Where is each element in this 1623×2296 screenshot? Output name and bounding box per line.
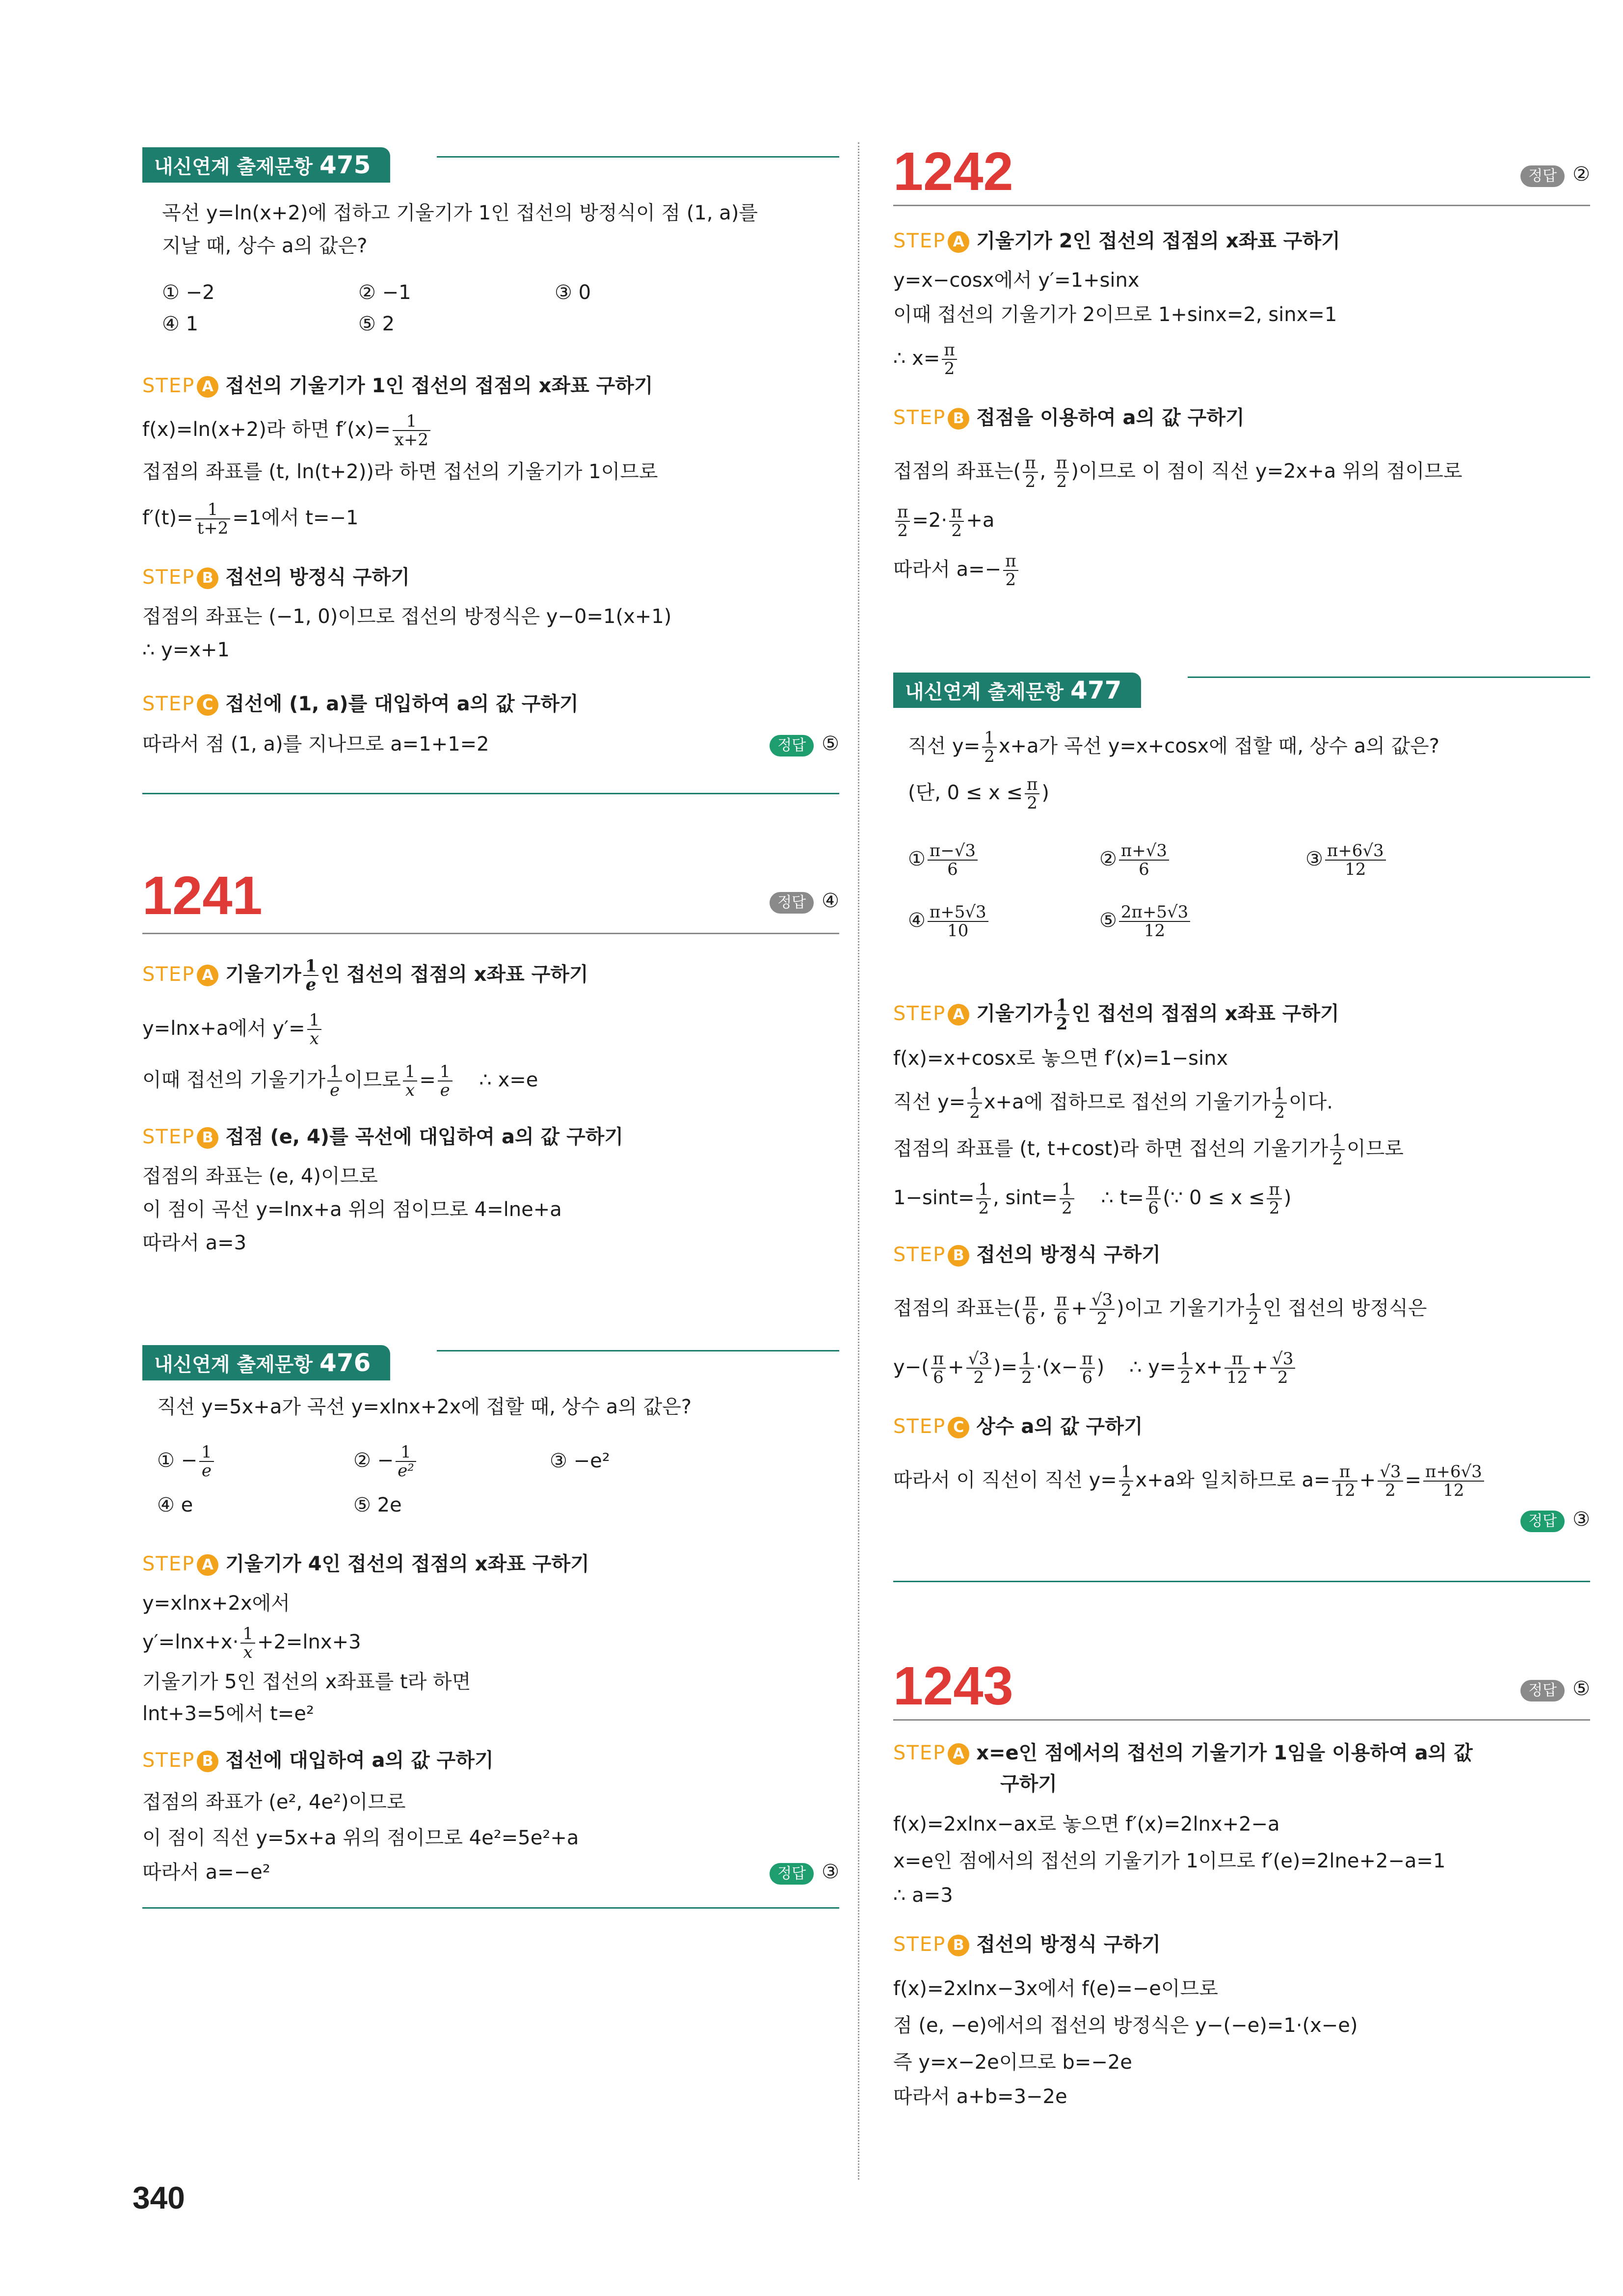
header-rule bbox=[893, 1719, 1590, 1721]
solution-line: 접점의 좌표를 (t, t+cost)라 하면 접선의 기울기가 $\frac{1}{2}$ 이므로 bbox=[893, 1131, 1404, 1169]
step-c-heading: STEP C 상수 a의 값 구하기 bbox=[893, 1415, 1143, 1438]
badge-rule bbox=[437, 1350, 839, 1351]
question-line: 직선 y=5x+a가 곡선 y=xlnx+2x에 접할 때, 상수 a의 값은? bbox=[157, 1396, 692, 1418]
solution-line: 이 점이 곡선 y=lnx+a 위의 점이므로 4=lne+a bbox=[142, 1198, 562, 1221]
solution-line: 직선 y= $\frac{1}{2}$ x+a에 접하므로 접선의 기울기가 $\frac{1}{2}$ 이다. bbox=[893, 1084, 1333, 1122]
option-3: ③ $\frac{\pi+6√3}{12}$ bbox=[1305, 842, 1388, 878]
solution-line: y′=lnx+x· $\frac{1}{x}$ +2=lnx+3 bbox=[142, 1624, 361, 1662]
option-1: ① $\frac{\pi-√3}{6}$ bbox=[908, 842, 980, 878]
option-4: ④ $\frac{\pi+5√3}{10}$ bbox=[908, 903, 990, 940]
problem-number: 1241 bbox=[142, 865, 263, 926]
solution-line: f′(t)= $\frac{1}{t+2}$ =1에서 t=−1 bbox=[142, 500, 359, 538]
solution-line: 접점의 좌표는( $\frac{\pi}{2}$ , $\frac{\pi}{2}$ )이므로 이 점이 직선 y=2x+a 위의 점이므로 bbox=[893, 453, 1463, 491]
badge-rule bbox=[437, 156, 839, 158]
solution-line: 따라서 a+b=3−2e bbox=[893, 2085, 1067, 2108]
step-a-heading-cont: 구하기 bbox=[1000, 1773, 1057, 1795]
problem-number: 1242 bbox=[893, 141, 1013, 202]
solution-line: 이 점이 직선 y=5x+a 위의 점이므로 4e²=5e²+a bbox=[142, 1827, 579, 1849]
step-b-heading: STEP B 접선에 대입하여 a의 값 구하기 bbox=[142, 1749, 494, 1772]
solution-line: ∴ x= $\frac{\pi}{2}$ bbox=[893, 341, 959, 378]
solution-line: f(x)=2xlnx−ax로 놓으면 f′(x)=2lnx+2−a bbox=[893, 1813, 1280, 1836]
solution-line: y−( $\frac{\pi}{6}$ + $\frac{√3}{2}$ )= $\frac{1}{2}$ ·(x− $\frac{\pi}{6}$ ) ∴ y= $\frac{1}{2}$ x+ $\frac{\pi}{12}$ + $\frac{√3}{2}$ bbox=[893, 1350, 1297, 1386]
option-1: ① − $\frac{1}{e}$ bbox=[157, 1443, 216, 1480]
option-4: ④ e bbox=[157, 1494, 193, 1516]
option-2: ② $\frac{\pi+√3}{6}$ bbox=[1099, 842, 1171, 878]
step-a-heading: STEP A 기울기가 $\frac{1}{e}$ 인 접선의 접점의 x좌표 구하기 bbox=[142, 956, 588, 995]
solution-line: y=lnx+a에서 y′= $\frac{1}{x}$ bbox=[142, 1011, 323, 1048]
section-end-rule bbox=[893, 1581, 1590, 1582]
section-badge: 내신연계 출제문항 476 bbox=[142, 1345, 390, 1380]
solution-line: 접점의 좌표가 (e², 4e²)이므로 bbox=[142, 1791, 406, 1813]
solution-line: 따라서 점 (1, a)를 지나므로 a=1+1=2 bbox=[142, 733, 489, 756]
section-badge: 내신연계 출제문항 477 bbox=[893, 673, 1141, 708]
solution-line: x=e인 점에서의 접선의 기울기가 1이므로 f′(e)=2lne+2−a=1 bbox=[893, 1850, 1446, 1872]
solution-line: 즉 y=x−2e이므로 b=−2e bbox=[893, 2051, 1132, 2074]
solution-line: y=xlnx+2x에서 bbox=[142, 1592, 290, 1615]
option-2: ② −1 bbox=[358, 281, 411, 304]
solution-line: 접점의 좌표는( $\frac{\pi}{6}$ , $\frac{\pi}{6}$ + $\frac{√3}{2}$ )이고 기울기가 $\frac{1}{2}$ 인 접선의 방정식은 bbox=[893, 1290, 1427, 1328]
section-end-rule bbox=[142, 793, 839, 794]
solution-line: 따라서 a=− $\frac{\pi}{2}$ bbox=[893, 552, 1020, 589]
answer-badge: 정답 ③ bbox=[770, 1860, 839, 1885]
solution-line: 접점의 좌표는 (e, 4)이므로 bbox=[142, 1165, 378, 1188]
step-c-heading: STEP C 접선에 (1, a)를 대입하여 a의 값 구하기 bbox=[142, 693, 579, 715]
solution-line: $\frac{\pi}{2}$ =2· $\frac{\pi}{2}$ +a bbox=[893, 503, 994, 540]
option-4: ④ 1 bbox=[162, 313, 199, 335]
step-a-heading: STEP A x=e인 점에서의 접선의 기울기가 1임을 이용하여 a의 값 bbox=[893, 1742, 1473, 1764]
solution-line: f(x)=ln(x+2)라 하면 f′(x)= $\frac{1}{x+2}$ bbox=[142, 412, 432, 449]
solution-line: 점 (e, −e)에서의 접선의 방정식은 y−(−e)=1·(x−e) bbox=[893, 2014, 1358, 2037]
solution-line: f(x)=x+cosx로 놓으면 f′(x)=1−sinx bbox=[893, 1047, 1228, 1070]
solution-line: 따라서 a=3 bbox=[142, 1232, 247, 1254]
answer-badge: 정답 ⑤ bbox=[770, 731, 839, 756]
solution-line: y=x−cosx에서 y′=1+sinx bbox=[893, 269, 1140, 292]
solution-line: 따라서 a=−e² bbox=[142, 1861, 270, 1884]
option-5: ⑤ 2e bbox=[353, 1494, 402, 1516]
solution-line: 접점의 좌표를 (t, ln(t+2))라 하면 접선의 기울기가 1이므로 bbox=[142, 460, 658, 483]
header-rule bbox=[142, 933, 839, 934]
answer-badge: 정답 ⑤ bbox=[1520, 1676, 1590, 1702]
question-line: 곡선 y=ln(x+2)에 접하고 기울기가 1인 접선의 방정식이 점 (1, a)를 bbox=[162, 202, 758, 224]
solution-line: 접점의 좌표는 (−1, 0)이므로 접선의 방정식은 y−0=1(x+1) bbox=[142, 605, 672, 628]
answer-badge: 정답 ② bbox=[1520, 162, 1590, 187]
option-2: ② − $\frac{1}{\text{e²}}$ bbox=[353, 1443, 418, 1480]
question-line: (단, 0 ≤ x ≤ $\frac{\pi}{2}$ ) bbox=[908, 775, 1049, 813]
section-badge: 내신연계 출제문항 475 bbox=[142, 147, 390, 183]
step-b-heading: STEP B 접선의 방정식 구하기 bbox=[142, 566, 410, 589]
option-1: ① −2 bbox=[162, 281, 215, 304]
solution-line: ∴ a=3 bbox=[893, 1884, 953, 1907]
solution-line: 따라서 이 직선이 직선 y= $\frac{1}{2}$ x+a와 일치하므로 a= $\frac{\pi}{12}$ + $\frac{√3}{2}$ = $\frac{\pi+6√3}{12}$ bbox=[893, 1463, 1486, 1499]
solution-line: 이때 접선의 기울기가 2이므로 1+sinx=2, sinx=1 bbox=[893, 303, 1337, 326]
badge-rule bbox=[1188, 676, 1590, 678]
step-a-heading: STEP A 기울기가 4인 접선의 접점의 x좌표 구하기 bbox=[142, 1553, 589, 1575]
solution-line: lnt+3=5에서 t=e² bbox=[142, 1702, 314, 1725]
step-a-heading: STEP A 기울기가 2인 접선의 접점의 x좌표 구하기 bbox=[893, 230, 1340, 252]
question-line: 지날 때, 상수 a의 값은? bbox=[162, 235, 368, 257]
column-divider bbox=[858, 142, 859, 2180]
step-b-heading: STEP B 접선의 방정식 구하기 bbox=[893, 1933, 1161, 1956]
option-5: ⑤ 2 bbox=[358, 313, 395, 335]
question-line: 직선 y= $\frac{1}{2}$ x+a가 곡선 y=x+cosx에 접할 때, 상수 a의 값은? bbox=[908, 728, 1440, 766]
option-5: ⑤ $\frac{2\pi+5√3}{12}$ bbox=[1099, 903, 1192, 940]
step-a-heading: STEP A 접선의 기울기가 1인 접선의 접점의 x좌표 구하기 bbox=[142, 375, 653, 397]
solution-line: 1−sint= $\frac{1}{2}$ , sint= $\frac{1}{2}$ ∴ t= $\frac{\pi}{6}$ (∵ 0 ≤ x ≤ $\frac{\pi}{2}$ ) bbox=[893, 1180, 1292, 1218]
step-a-heading: STEP A 기울기가 $\frac{1}{2}$ 인 접선의 접점의 x좌표 구하기 bbox=[893, 996, 1339, 1034]
step-b-heading: STEP B 접점 (e, 4)를 곡선에 대입하여 a의 값 구하기 bbox=[142, 1126, 624, 1148]
answer-badge: 정답 ③ bbox=[1520, 1507, 1590, 1532]
step-b-heading: STEP B 접점을 이용하여 a의 값 구하기 bbox=[893, 406, 1245, 429]
page-number: 340 bbox=[133, 2180, 185, 2215]
solution-line: 이때 접선의 기울기가 $\frac{1}{e}$ 이므로 $\frac{1}{x}$ = $\frac{1}{e}$ ∴ x=e bbox=[142, 1062, 538, 1100]
section-end-rule bbox=[142, 1907, 839, 1909]
step-b-heading: STEP B 접선의 방정식 구하기 bbox=[893, 1243, 1161, 1266]
solution-line: f(x)=2xlnx−3x에서 f(e)=−e이므로 bbox=[893, 1977, 1218, 2000]
option-3: ③ −e² bbox=[550, 1450, 610, 1472]
answer-badge: 정답 ④ bbox=[770, 889, 839, 914]
solution-line: ∴ y=x+1 bbox=[142, 639, 230, 661]
solution-line: 기울기가 5인 접선의 x좌표를 t라 하면 bbox=[142, 1671, 471, 1693]
option-3: ③ 0 bbox=[555, 281, 591, 304]
problem-number: 1243 bbox=[893, 1656, 1013, 1716]
header-rule bbox=[893, 205, 1590, 206]
